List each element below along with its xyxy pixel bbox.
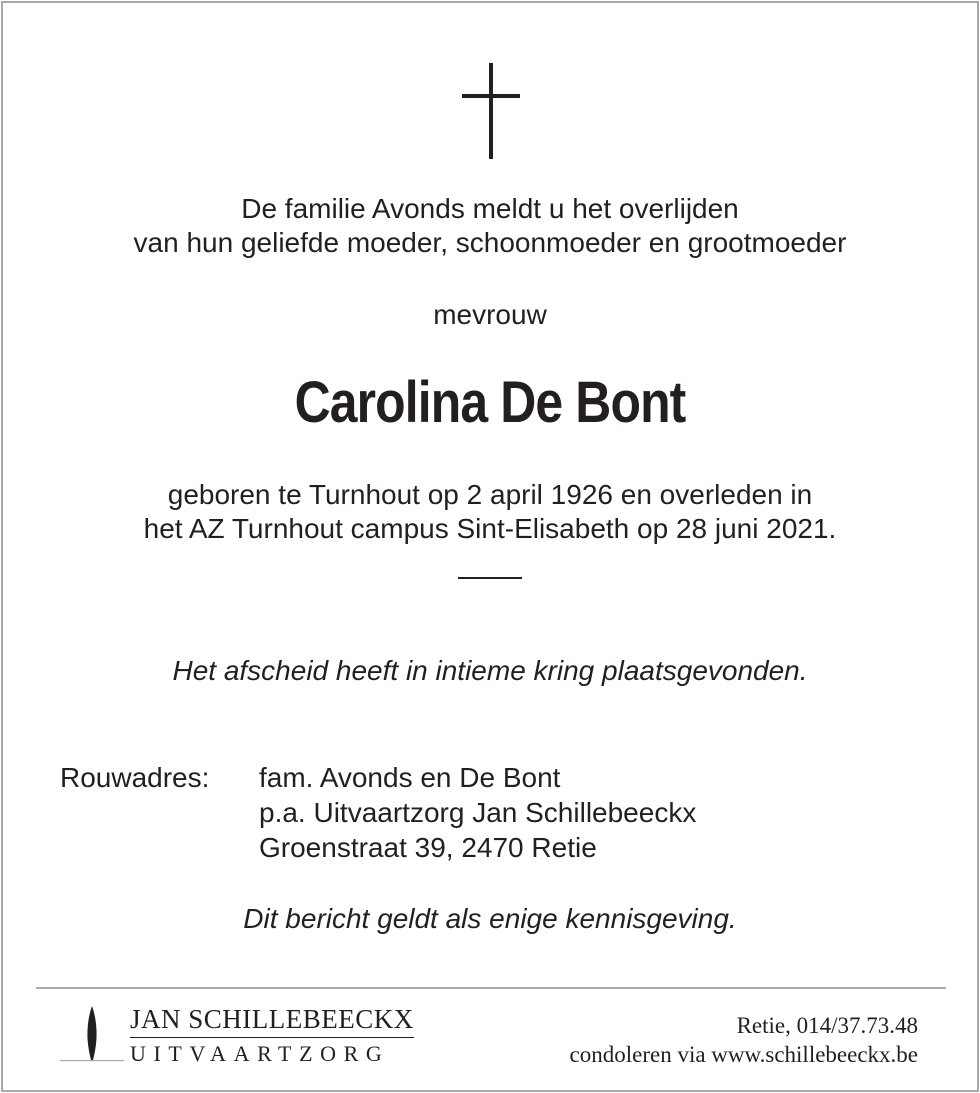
birth-death-details (0, 478, 980, 546)
logo-subtitle: UITVAARTZORG (130, 1041, 390, 1066)
birth-line-2: het AZ Turnhout campus Sint-Elisabeth op 28 juni 2021. (143, 513, 837, 544)
contact-info (570, 1011, 918, 1069)
address-block (259, 760, 696, 865)
logo-divider (130, 1037, 414, 1038)
contact-website[interactable]: condoleren via www.schillebeeckx.be (569, 1042, 918, 1067)
contact-phone: Retie, 014/37.73.48 (736, 1013, 918, 1038)
address-line-1: fam. Avonds en De Bont (259, 762, 561, 793)
address-line-2: p.a. Uitvaartzorg Jan Schillebeeckx (259, 797, 697, 828)
separator-line (458, 577, 522, 579)
honorific: mevrouw (433, 299, 547, 330)
farewell-text: Het afscheid heeft in intieme kring plaatsgevonden. (172, 655, 808, 686)
footer-divider (36, 987, 946, 989)
intro-line-2: van hun geliefde moeder, schoonmoeder en grootmoeder (133, 227, 847, 258)
cypress-tree-icon (60, 1006, 124, 1064)
intro-line-1: De familie Avonds meldt u het overlijden (241, 193, 739, 224)
deceased-name: Carolina De Bont (294, 370, 686, 435)
birth-line-1: geboren te Turnhout op 2 april 1926 en overleden in (167, 479, 813, 510)
cross-icon (462, 63, 520, 159)
logo-name: JAN SCHILLEBEECKX (130, 1004, 414, 1034)
address-label: Rouwadres: (60, 762, 210, 793)
address-line-3: Groenstraat 39, 2470 Retie (259, 832, 597, 863)
notice-text: Dit bericht geldt als enige kennisgeving. (243, 903, 737, 934)
intro-text (0, 192, 980, 260)
